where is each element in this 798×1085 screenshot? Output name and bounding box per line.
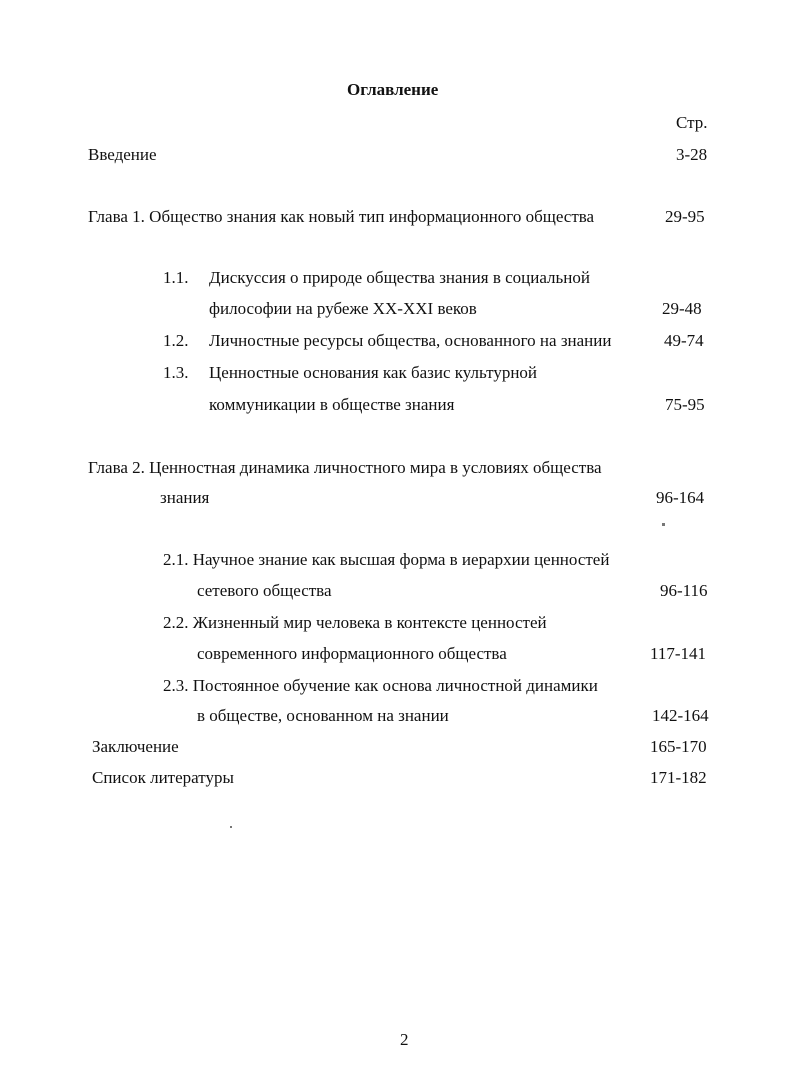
toc-section-1-1-line2: философии на рубеже XX-XXI веков [209,299,477,318]
toc-section-2-1-line2: сетевого общества [197,581,332,600]
toc-section-1-3-number: 1.3. [163,363,189,382]
toc-section-2-1-line1: 2.1. Научное знание как высшая форма в иерархии ценностей [163,550,610,569]
toc-section-1-1-line1: Дискуссия о природе общества знания в социальной [209,268,590,287]
toc-bibliography-label: Список литературы [92,768,234,787]
toc-section-1-1-number: 1.1. [163,268,189,287]
toc-section-1-3-line2: коммуникации в обществе знания [209,395,455,414]
scan-speck [662,523,665,526]
toc-conclusion-label: Заключение [92,737,179,756]
toc-section-2-1-pages: 96-116 [660,581,708,600]
toc-section-1-3-pages: 75-95 [665,395,705,414]
toc-chapter2-line2: знания [160,488,210,507]
toc-section-1-2-number: 1.2. [163,331,189,350]
toc-section-2-2-pages: 117-141 [650,644,707,663]
toc-section-2-3-line2: в обществе, основанном на знании [197,706,449,725]
toc-section-2-2-line2: современного информационного общества [197,644,507,663]
toc-chapter1-pages: 29-95 [665,207,705,226]
toc-section-1-2-line1: Личностные ресурсы общества, основанного на знании [209,331,612,350]
toc-section-2-3-line1: 2.3. Постоянное обучение как основа личностной динамики [163,676,598,695]
toc-chapter2-pages: 96-164 [656,488,705,507]
toc-section-2-3-pages: 142-164 [652,706,709,725]
toc-chapter1-label: Глава 1. Общество знания как новый тип информационного общества [88,207,595,226]
toc-section-1-3-line1: Ценностные основания как базис культурной [209,363,538,382]
toc-title: Оглавление [347,80,439,99]
toc-section-1-2-pages: 49-74 [664,331,704,350]
toc-section-2-2-line1: 2.2. Жизненный мир человека в контексте ценностей [163,613,547,632]
toc-intro-label: Введение [88,145,157,164]
page-column-label: Стр. [676,113,708,132]
toc-section-1-1-pages: 29-48 [662,299,702,318]
toc-intro-pages: 3-28 [676,145,708,164]
toc-bibliography-pages: 171-182 [650,768,707,787]
page-number: 2 [400,1030,409,1049]
scan-speck [230,826,232,828]
toc-chapter2-line1: Глава 2. Ценностная динамика личностного мира в условиях общества [88,458,602,477]
toc-conclusion-pages: 165-170 [650,737,707,756]
